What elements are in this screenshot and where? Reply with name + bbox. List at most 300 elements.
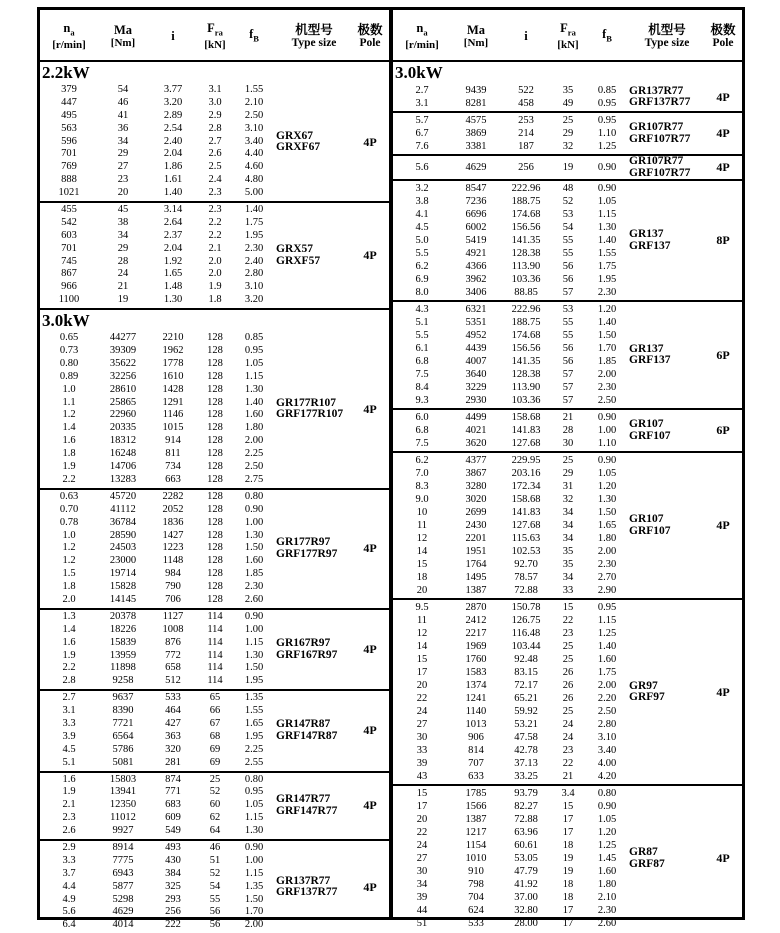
cell-fra: 57 xyxy=(562,395,574,406)
col-header-ma: Ma [Nm] xyxy=(110,23,136,49)
cell-ma: 2201 xyxy=(465,533,487,544)
spec-table xyxy=(37,7,745,931)
cell-ma: 707 xyxy=(468,758,484,769)
type-size-label: GRF147R77 xyxy=(276,804,338,817)
cell-ma: 2430 xyxy=(465,520,487,531)
cell-i: 47.79 xyxy=(514,866,538,877)
spec-group xyxy=(40,331,389,490)
spec-group xyxy=(393,410,742,453)
cell-fra: 114 xyxy=(207,649,223,661)
cell-ma: 4921 xyxy=(465,248,487,259)
cell-i: 156.56 xyxy=(511,222,541,233)
cell-ma: 18226 xyxy=(109,623,137,635)
type-size-label: GR137R77 xyxy=(629,84,684,97)
cell-i: 1.92 xyxy=(163,255,183,267)
cell-na: 24 xyxy=(416,706,428,717)
cell-fra: 128 xyxy=(207,370,223,382)
cell-i: 82.27 xyxy=(514,801,538,812)
type-size-cell xyxy=(276,610,352,689)
cell-na: 4.5 xyxy=(62,743,76,755)
cell-fb: 1.50 xyxy=(244,893,264,905)
cell-fb: 1.30 xyxy=(244,825,264,837)
type-size-label: GR107R77 xyxy=(629,121,684,133)
cell-i: 158.68 xyxy=(511,494,541,505)
cell-fra: 17 xyxy=(562,814,574,825)
cell-na: 6.9 xyxy=(415,274,429,285)
cell-fra: 18 xyxy=(562,879,574,890)
cell-fb: 1.25 xyxy=(597,840,617,851)
cell-i: 734 xyxy=(165,461,181,473)
cell-i: 78.57 xyxy=(514,572,538,583)
cell-fb: 1.25 xyxy=(597,141,617,152)
cell-na: 1.2 xyxy=(62,409,76,421)
pole-cell: 4P xyxy=(363,723,377,738)
cell-fra: 22 xyxy=(562,758,574,769)
cell-fb: 1.05 xyxy=(244,357,264,369)
cell-fb: 4.60 xyxy=(244,161,264,173)
cell-na: 1.9 xyxy=(62,461,76,473)
cell-fra: 26 xyxy=(562,693,574,704)
cell-fra: 2.2 xyxy=(208,216,222,228)
cell-i: 113.90 xyxy=(511,261,541,272)
cell-ma: 15839 xyxy=(109,636,137,648)
cell-ma: 8914 xyxy=(112,841,134,853)
cell-fra: 128 xyxy=(207,473,223,485)
cell-na: 5.7 xyxy=(415,115,429,126)
cell-fra: 53 xyxy=(562,209,574,220)
cell-fb: 3.40 xyxy=(244,135,264,147)
cell-fra: 26 xyxy=(562,667,574,678)
pole-cell: 4P xyxy=(363,248,377,263)
cell-fb: 1.15 xyxy=(244,370,264,382)
cell-na: 1.9 xyxy=(62,786,76,798)
cell-fb: 2.30 xyxy=(597,905,617,916)
cell-ma: 28610 xyxy=(109,383,137,395)
cell-fb: 2.00 xyxy=(244,919,264,931)
cell-ma: 12350 xyxy=(109,799,137,811)
group-rows xyxy=(40,83,276,201)
type-size-label: GR177R107 xyxy=(276,396,337,409)
cell-ma: 1566 xyxy=(465,801,487,812)
cell-fra: 57 xyxy=(562,369,574,380)
cell-i: 72.88 xyxy=(514,814,538,825)
cell-fb: 1.75 xyxy=(597,667,617,678)
cell-ma: 1495 xyxy=(465,572,487,583)
cell-fra: 18 xyxy=(562,840,574,851)
cell-ma: 34 xyxy=(117,135,129,147)
cell-fb: 2.50 xyxy=(597,395,617,406)
cell-na: 30 xyxy=(416,732,428,743)
cell-na: 51 xyxy=(416,918,428,929)
cell-i: 1.48 xyxy=(163,281,183,293)
cell-fra: 2.8 xyxy=(208,122,222,134)
cell-fb: 1.75 xyxy=(597,261,617,272)
col-header-fb: $f_B$ xyxy=(602,26,612,44)
cell-fra: 22 xyxy=(562,615,574,626)
cell-na: 8.0 xyxy=(415,287,429,298)
cell-na: 0.78 xyxy=(59,516,79,528)
cell-na: 5.0 xyxy=(415,235,429,246)
cell-na: 1.4 xyxy=(62,623,76,635)
group-rows xyxy=(40,610,276,689)
cell-i: 458 xyxy=(518,98,534,109)
cell-fra: 2.6 xyxy=(208,148,222,160)
cell-fra: 128 xyxy=(207,332,223,344)
cell-ma: 5786 xyxy=(112,743,134,755)
cell-fb: 1.95 xyxy=(244,730,264,742)
col-header-type: 机型号 Type size xyxy=(291,22,337,49)
cell-i: 790 xyxy=(165,581,181,593)
cell-i: 772 xyxy=(165,649,181,661)
cell-fb: 1.55 xyxy=(244,84,264,95)
cell-i: 2052 xyxy=(162,503,184,515)
cell-fb: 3.40 xyxy=(597,745,617,756)
cell-na: 603 xyxy=(61,229,77,241)
cell-i: 1428 xyxy=(162,383,184,395)
cell-ma: 1387 xyxy=(465,814,487,825)
table-body xyxy=(40,62,742,931)
cell-ma: 45720 xyxy=(109,490,137,502)
cell-fb: 1.70 xyxy=(244,906,264,918)
cell-na: 9.5 xyxy=(415,602,429,613)
cell-na: 7.5 xyxy=(415,438,429,449)
cell-fra: 68 xyxy=(209,730,221,742)
cell-fb: 0.95 xyxy=(597,602,617,613)
cell-na: 20 xyxy=(416,814,428,825)
cell-na: 966 xyxy=(61,281,77,293)
cell-fra: 25 xyxy=(562,641,574,652)
cell-i: 1015 xyxy=(162,422,184,434)
cell-fb: 1.70 xyxy=(597,343,617,354)
type-size-label: GR177R97 xyxy=(276,536,331,549)
cell-i: 41.92 xyxy=(514,879,538,890)
cell-i: 384 xyxy=(165,867,181,879)
cell-ma: 5351 xyxy=(465,317,487,328)
group-rows xyxy=(393,83,629,111)
cell-fra: 64 xyxy=(209,825,221,837)
cell-na: 542 xyxy=(61,216,77,228)
cell-na: 2.9 xyxy=(62,841,76,853)
cell-fb: 0.90 xyxy=(597,455,617,466)
cell-ma: 7236 xyxy=(465,196,487,207)
cell-na: 33 xyxy=(416,745,428,756)
cell-i: 72.17 xyxy=(514,680,538,691)
cell-fb: 5.00 xyxy=(244,187,264,199)
pole-cell: 4P xyxy=(716,89,730,104)
cell-i: 706 xyxy=(165,593,181,605)
cell-ma: 46 xyxy=(117,96,129,108)
cell-ma: 19 xyxy=(117,294,129,306)
type-size-label: GRF137R77 xyxy=(629,96,691,108)
cell-i: 126.75 xyxy=(511,615,541,626)
cell-fb: 2.10 xyxy=(597,892,617,903)
cell-i: 1962 xyxy=(162,345,184,357)
type-size-label: GRF137 xyxy=(629,239,671,252)
type-size-cell xyxy=(276,490,352,608)
type-size-cell xyxy=(629,786,705,931)
cell-i: 1.40 xyxy=(163,187,183,199)
type-size-label: GRF97 xyxy=(629,691,665,703)
cell-i: 150.78 xyxy=(511,602,541,613)
cell-ma: 3381 xyxy=(465,141,487,152)
cell-na: 2.3 xyxy=(62,812,76,824)
cell-na: 0.70 xyxy=(59,503,79,515)
cell-na: 1.1 xyxy=(62,396,76,408)
cell-fb: 1.20 xyxy=(597,827,617,838)
cell-fra: 28 xyxy=(562,425,574,436)
spec-group xyxy=(393,181,742,302)
cell-ma: 13959 xyxy=(109,649,137,661)
cell-ma: 1583 xyxy=(465,667,487,678)
cell-fb: 1.65 xyxy=(244,717,264,729)
col-header-ma: Ma [Nm] xyxy=(463,23,489,49)
group-rows xyxy=(393,156,629,179)
type-size-label: GRF107 xyxy=(629,524,671,537)
cell-i: 60.61 xyxy=(514,840,538,851)
cell-fb: 0.90 xyxy=(597,162,617,173)
col-header-pole: 极数 Pole xyxy=(710,22,736,49)
cell-na: 379 xyxy=(61,84,77,95)
type-size-cell xyxy=(629,600,705,784)
left-table-half xyxy=(40,62,389,931)
group-rows xyxy=(393,453,629,598)
cell-ma: 4007 xyxy=(465,356,487,367)
cell-fb: 0.80 xyxy=(244,490,264,502)
cell-i: 253 xyxy=(518,115,534,126)
cell-fra: 128 xyxy=(207,435,223,447)
cell-fb: 1.15 xyxy=(597,209,617,220)
spec-group xyxy=(393,600,742,786)
cell-i: 128.38 xyxy=(511,369,541,380)
cell-ma: 2217 xyxy=(465,628,487,639)
cell-i: 222.96 xyxy=(511,183,541,194)
cell-fra: 128 xyxy=(207,581,223,593)
cell-fb: 3.10 xyxy=(244,281,264,293)
cell-fb: 1.15 xyxy=(244,867,264,879)
cell-fra: 2.0 xyxy=(208,268,222,280)
cell-fra: 51 xyxy=(209,854,221,866)
cell-i: 92.48 xyxy=(514,654,538,665)
pole-cell: 4P xyxy=(363,642,377,657)
cell-ma: 3280 xyxy=(465,481,487,492)
col-header-fb: $f_B$ xyxy=(249,26,259,44)
cell-na: 6.7 xyxy=(415,128,429,139)
cell-fb: 1.45 xyxy=(597,853,617,864)
cell-ma: 41 xyxy=(117,109,129,121)
cell-i: 1.65 xyxy=(163,268,183,280)
cell-fb: 1.30 xyxy=(597,494,617,505)
cell-na: 22 xyxy=(416,827,428,838)
cell-i: 522 xyxy=(518,85,534,96)
cell-fra: 55 xyxy=(562,235,574,246)
cell-i: 2.89 xyxy=(163,109,183,121)
cell-na: 563 xyxy=(61,122,77,134)
cell-na: 14 xyxy=(416,641,428,652)
type-size-label: GRXF57 xyxy=(276,254,321,267)
cell-i: 156.56 xyxy=(511,343,541,354)
cell-ma: 29 xyxy=(117,148,129,160)
cell-fb: 1.30 xyxy=(597,222,617,233)
cell-i: 141.83 xyxy=(511,425,541,436)
type-size-label: GR97 xyxy=(629,679,658,692)
cell-ma: 5298 xyxy=(112,893,134,905)
cell-fra: 128 xyxy=(207,555,223,567)
cell-na: 17 xyxy=(416,801,428,812)
cell-i: 2.54 xyxy=(163,122,183,134)
cell-fra: 2.3 xyxy=(208,204,222,216)
cell-i: 188.75 xyxy=(511,196,541,207)
type-size-label: GR107 xyxy=(629,513,664,525)
cell-ma: 8547 xyxy=(465,183,487,194)
cell-i: 1127 xyxy=(162,610,184,622)
cell-ma: 8281 xyxy=(465,98,487,109)
cell-na: 5.6 xyxy=(415,162,429,173)
cell-fra: 56 xyxy=(209,919,221,931)
cell-fb: 1.80 xyxy=(597,533,617,544)
spec-group xyxy=(393,113,742,156)
cell-na: 701 xyxy=(61,148,77,160)
cell-ma: 11898 xyxy=(110,662,136,674)
cell-na: 0.63 xyxy=(59,490,79,502)
cell-ma: 11012 xyxy=(110,812,136,824)
cell-fb: 1.30 xyxy=(244,529,264,541)
cell-fra: 34 xyxy=(562,572,574,583)
cell-na: 4.5 xyxy=(415,222,429,233)
cell-fra: 17 xyxy=(562,905,574,916)
cell-fb: 0.90 xyxy=(244,841,264,853)
cell-i: 222 xyxy=(165,919,181,931)
cell-fra: 25 xyxy=(562,115,574,126)
cell-ma: 1217 xyxy=(465,827,487,838)
cell-fra: 66 xyxy=(209,705,221,717)
cell-i: 222.96 xyxy=(511,304,541,315)
cell-fb: 2.80 xyxy=(244,268,264,280)
cell-ma: 20 xyxy=(117,187,129,199)
cell-fra: 52 xyxy=(209,786,221,798)
cell-i: 63.96 xyxy=(514,827,538,838)
cell-ma: 7775 xyxy=(112,854,134,866)
cell-na: 1.2 xyxy=(62,542,76,554)
cell-fra: 52 xyxy=(562,196,574,207)
cell-fb: 1.75 xyxy=(244,216,264,228)
cell-fb: 2.50 xyxy=(597,706,617,717)
cell-i: 3.14 xyxy=(163,204,183,216)
cell-i: 3.20 xyxy=(163,96,183,108)
type-size-cell xyxy=(276,841,352,933)
type-size-label: GR137 xyxy=(629,228,664,240)
cell-fra: 2.4 xyxy=(208,174,222,186)
type-size-label: GRF107R77 xyxy=(629,132,691,145)
cell-ma: 4439 xyxy=(465,343,487,354)
cell-fra: 56 xyxy=(562,356,574,367)
cell-fra: 23 xyxy=(562,745,574,756)
cell-i: 874 xyxy=(165,773,181,785)
cell-fb: 1.40 xyxy=(597,235,617,246)
cell-fra: 56 xyxy=(562,274,574,285)
cell-na: 0.80 xyxy=(59,357,79,369)
cell-ma: 20378 xyxy=(109,610,137,622)
cell-fb: 1.40 xyxy=(597,317,617,328)
right-table-half xyxy=(393,62,742,929)
cell-ma: 13283 xyxy=(109,473,137,485)
cell-na: 17 xyxy=(416,667,428,678)
cell-fb: 1.35 xyxy=(244,692,264,704)
cell-na: 44 xyxy=(416,905,428,916)
cell-fb: 0.90 xyxy=(597,801,617,812)
cell-na: 6.8 xyxy=(415,425,429,436)
cell-ma: 38 xyxy=(117,216,129,228)
cell-ma: 1951 xyxy=(465,546,487,557)
cell-i: 141.83 xyxy=(511,507,541,518)
cell-fra: 55 xyxy=(562,317,574,328)
pole-cell: 6P xyxy=(716,347,730,362)
cell-fb: 1.60 xyxy=(597,654,617,665)
pole-cell: 4P xyxy=(716,851,730,865)
cell-ma: 3229 xyxy=(465,382,487,393)
cell-ma: 798 xyxy=(468,879,484,890)
cell-fb: 1.15 xyxy=(244,636,264,648)
type-size-cell xyxy=(276,203,352,308)
cell-fra: 35 xyxy=(562,546,574,557)
cell-i: 59.92 xyxy=(514,706,538,717)
power-section-title: 3.0kW xyxy=(42,311,90,331)
cell-fra: 55 xyxy=(562,248,574,259)
spec-group xyxy=(40,773,389,841)
group-rows xyxy=(393,410,629,451)
cell-na: 1100 xyxy=(58,294,80,306)
type-size-label: GR147R87 xyxy=(276,718,331,731)
group-rows xyxy=(393,600,629,784)
cell-na: 6.4 xyxy=(62,919,76,931)
cell-na: 27 xyxy=(416,719,428,730)
cell-i: 158.68 xyxy=(511,412,541,423)
cell-ma: 704 xyxy=(468,892,484,903)
cell-fb: 0.85 xyxy=(244,332,264,344)
cell-na: 4.9 xyxy=(62,893,76,905)
cell-i: 1223 xyxy=(162,542,184,554)
cell-fb: 0.90 xyxy=(244,610,264,622)
cell-fb: 1.00 xyxy=(597,425,617,436)
type-size-label: GR107 xyxy=(629,418,664,430)
cell-fra: 19 xyxy=(562,162,574,173)
cell-na: 20 xyxy=(416,680,428,691)
cell-i: 172.34 xyxy=(511,481,541,492)
cell-i: 113.90 xyxy=(511,382,541,393)
cell-ma: 16248 xyxy=(109,448,137,460)
type-size-cell xyxy=(629,410,705,451)
cell-fb: 2.50 xyxy=(244,109,264,121)
cell-ma: 2699 xyxy=(465,507,487,518)
cell-fra: 128 xyxy=(207,448,223,460)
cell-i: 609 xyxy=(165,812,181,824)
cell-ma: 4499 xyxy=(465,412,487,423)
cell-fra: 3.4 xyxy=(561,788,575,799)
type-size-cell xyxy=(276,331,352,488)
group-rows xyxy=(40,203,276,308)
cell-fra: 128 xyxy=(207,345,223,357)
cell-i: 33.25 xyxy=(514,771,538,782)
cell-ma: 2930 xyxy=(465,395,487,406)
type-size-label: GRF137R77 xyxy=(276,886,338,899)
cell-i: 293 xyxy=(165,893,181,905)
cell-fb: 0.95 xyxy=(244,345,264,357)
cell-fra: 53 xyxy=(562,304,574,315)
group-rows xyxy=(393,181,629,300)
spec-group xyxy=(40,691,389,772)
cell-ma: 23000 xyxy=(109,555,137,567)
cell-fb: 1.40 xyxy=(244,396,264,408)
cell-fb: 2.25 xyxy=(244,743,264,755)
